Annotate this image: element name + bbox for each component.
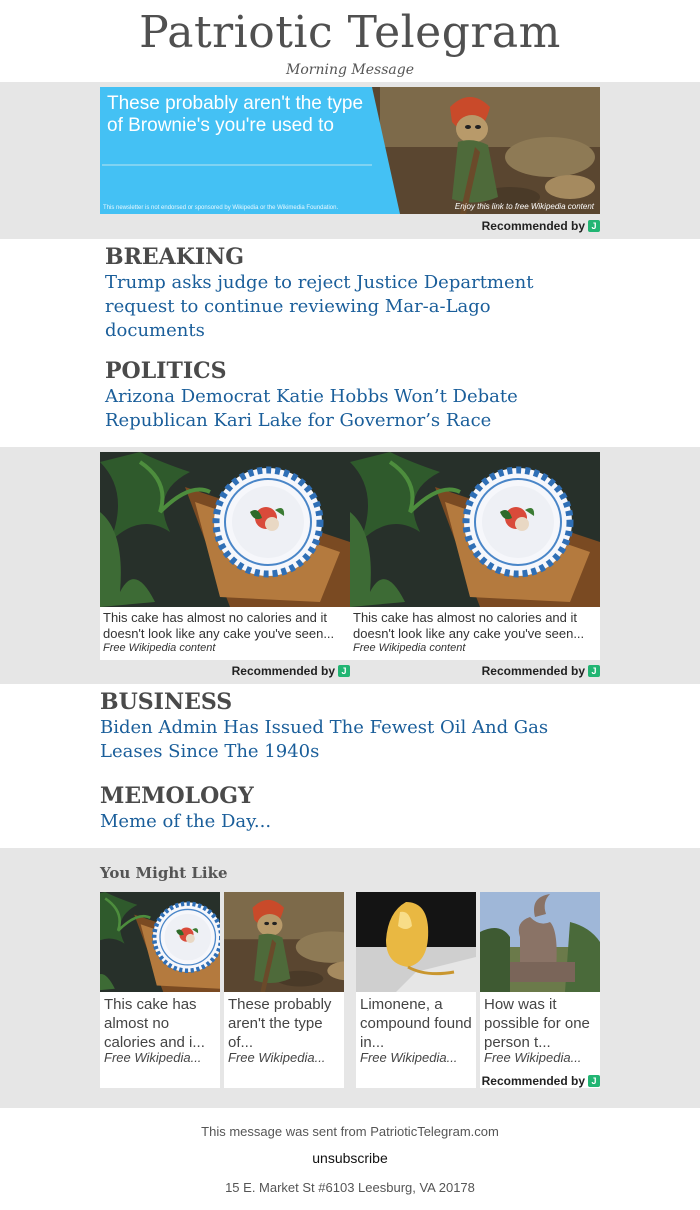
recommended-by-label: Recommended by [481,219,585,233]
recommended-by-label: Recommended by [481,664,585,678]
recommended-by-badge[interactable] [100,217,600,235]
tile-source: Free Wikipedia... [360,1050,458,1065]
recommended-by-badge[interactable] [350,662,600,680]
hero-ad-band [0,82,700,239]
recommended-by-label: Recommended by [481,1074,585,1088]
hero-ad-divider [102,164,372,166]
you-might-like-band [0,848,700,1108]
recommended-by-badge[interactable] [100,1072,600,1090]
you-might-like-title: You Might Like [100,864,228,882]
brand-j-icon: J [588,220,600,232]
brownie-illustration-image [224,892,344,992]
tile-source: Free Wikipedia... [484,1050,582,1065]
tile-caption[interactable]: This cake has almost no calories and i... [104,996,205,1050]
headline-link[interactable]: Trump asks judge to reject Justice Department request to continue reviewing Mar-a-Lago documents [105,272,534,341]
tile-caption[interactable]: These probably aren't the type of... [228,996,332,1050]
stone-sculpture-image [480,892,600,992]
headline-link[interactable]: Arizona Democrat Katie Hobbs Won’t Debate Republican Kari Lake for Governor’s Race [105,386,518,431]
recommendation-tile[interactable] [480,892,600,1088]
tile-caption[interactable]: How was it possible for one person t... [484,996,590,1050]
news-item [100,782,700,834]
brand-j-icon: J [588,1075,600,1087]
footer-address: 15 E. Market St #6103 Leesburg, VA 20178 [225,1180,475,1195]
tile-source: Free Wikipedia... [228,1050,326,1065]
headline-link[interactable]: Meme of the Day... [100,811,272,832]
masthead [0,0,700,82]
sponsored-card[interactable] [350,452,600,660]
recommended-by-badge[interactable] [100,662,350,680]
newsletter-subtitle: Morning Message [286,62,414,78]
recommended-by-label: Recommended by [231,664,335,678]
recommendation-tile[interactable] [224,892,344,1088]
section-label-politics: POLITICS [105,358,227,384]
sponsored-cards-band [0,447,700,684]
news-item [100,688,700,764]
card-caption[interactable]: This cake has almost no calories and it doesn't look like any cake you've seen... [103,610,335,641]
footer [0,1108,700,1195]
hero-ad-disclaimer: This newsletter is not endorsed or sponsored by Wikipedia or the Wikimedia Foundation. [103,205,339,211]
section-label-memology: MEMOLOGY [100,783,254,809]
brand-j-icon: J [338,665,350,677]
yellow-drop-image [356,892,476,992]
headline-link[interactable]: Biden Admin Has Issued The Fewest Oil And Gas Leases Since The 1940s [100,717,549,762]
tile-source: Free Wikipedia... [104,1050,202,1065]
section-label-business: BUSINESS [100,689,233,715]
news-bottom [0,684,700,848]
cake-plate-image [350,452,600,607]
hero-ad-headline[interactable]: These probably aren't the type of Brownie's you're used to [107,93,364,136]
news-item [105,357,700,433]
card-source: Free Wikipedia content [353,642,466,654]
hero-ad-cta[interactable]: Enjoy this link to free Wikipedia content [454,202,594,211]
sponsored-card[interactable] [100,452,350,660]
hero-ad[interactable] [100,87,600,214]
newsletter-title: Patriotic Telegram [139,7,561,58]
cake-plate-image [100,452,350,607]
recommendation-tile[interactable] [356,892,476,1088]
news-top [0,239,700,447]
recommendation-tile[interactable] [100,892,220,1088]
section-label-breaking: BREAKING [105,244,245,270]
footer-sent-from: This message was sent from PatrioticTelegram.com [201,1124,499,1139]
tile-caption[interactable]: Limonene, a compound found in... [360,996,472,1050]
cake-plate-image [100,892,220,992]
card-caption[interactable]: This cake has almost no calories and it doesn't look like any cake you've seen... [353,610,585,641]
card-source: Free Wikipedia content [103,642,216,654]
brand-j-icon: J [588,665,600,677]
news-item [105,243,700,343]
unsubscribe-link[interactable]: unsubscribe [312,1150,388,1166]
